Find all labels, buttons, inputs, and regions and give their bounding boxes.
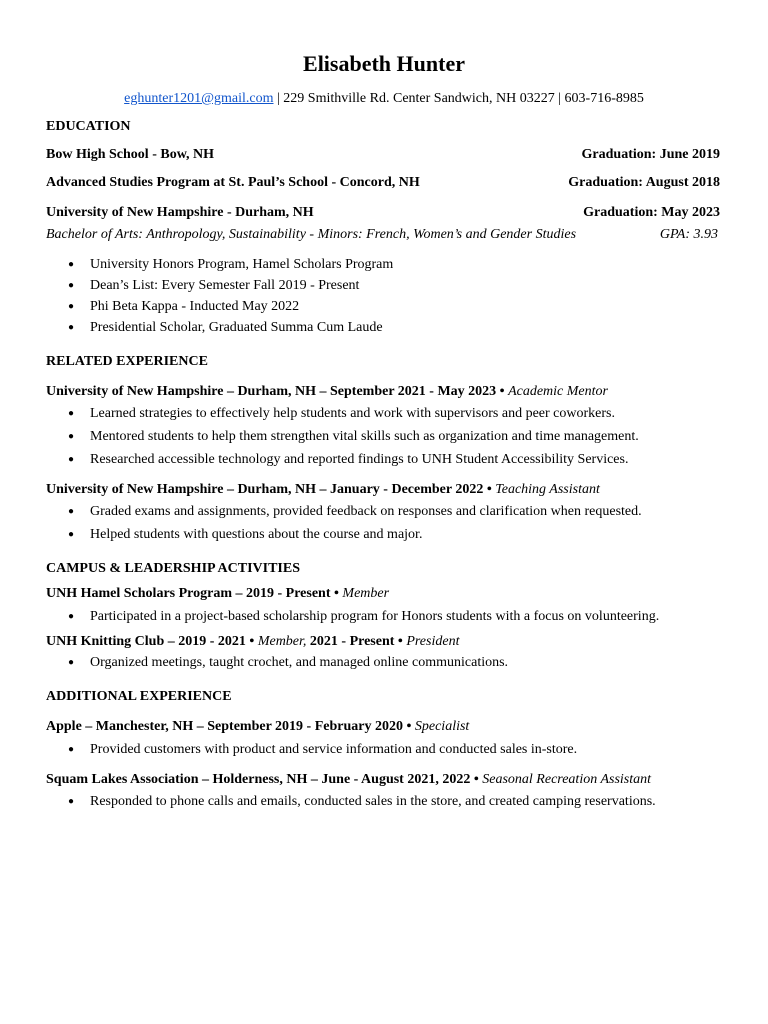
list-item: ● Mentored students to help them strengthen vital skills such as organization and time management. xyxy=(46,427,720,447)
job-role: Seasonal Recreation Assistant xyxy=(482,772,652,787)
bullet-icon: ● xyxy=(68,611,75,622)
job-heading: Squam Lakes Association – Holderness, NH – June - August 2021, 2022 • Seasonal Recreation Assistant xyxy=(46,772,652,787)
activity-heading: UNH Hamel Scholars Program – 2019 - Present • Member xyxy=(46,586,390,601)
section-title-additional-experience: ADDITIONAL EXPERIENCE xyxy=(46,689,232,704)
list-item: ● University Honors Program, Hamel Scholars Program xyxy=(46,255,720,275)
bullet-icon: ● xyxy=(68,454,75,465)
activity-bullets xyxy=(46,653,720,673)
job-role: Teaching Assistant xyxy=(495,482,600,497)
bullet-icon: ● xyxy=(68,408,75,419)
contact-details: | 229 Smithville Rd. Center Sandwich, NH 03227 | 603-716-8985 xyxy=(273,91,644,106)
education-row xyxy=(46,145,720,165)
job-heading: University of New Hampshire – Durham, NH – September 2021 - May 2023 • Academic Mentor xyxy=(46,384,608,399)
contact-line xyxy=(0,89,768,109)
graduation-date: Graduation: August 2018 xyxy=(568,175,720,190)
resume-name: Elisabeth Hunter xyxy=(303,51,465,76)
list-item: ● Organized meetings, taught crochet, and managed online communications. xyxy=(46,653,720,673)
activity-role: President xyxy=(406,634,460,649)
bullet-icon: ● xyxy=(68,259,75,270)
school-name: Advanced Studies Program at St. Paul’s School - Concord, NH xyxy=(46,175,420,190)
email-link[interactable]: eghunter1201@gmail.com xyxy=(124,91,274,106)
list-item: ● Dean’s List: Every Semester Fall 2019 - Present xyxy=(46,276,720,296)
bullet-icon: ● xyxy=(68,322,75,333)
education-row xyxy=(46,203,720,223)
job-bullets xyxy=(46,792,720,812)
degree-text: Bachelor of Arts: Anthropology, Sustainability - Minors: French, Women’s and Gender Studies xyxy=(46,227,577,242)
job-role: Academic Mentor xyxy=(508,384,608,399)
bullet-icon: ● xyxy=(68,744,75,755)
activity-role: Member xyxy=(342,586,390,601)
job-heading: Apple – Manchester, NH – September 2019 - February 2020 • Specialist xyxy=(46,719,470,734)
job-bullets xyxy=(46,404,720,470)
bullet-icon: ● xyxy=(68,301,75,312)
degree-line xyxy=(46,225,720,245)
education-row xyxy=(46,173,720,193)
school-name: Bow High School - Bow, NH xyxy=(46,147,215,162)
list-item: ● Provided customers with product and service information and conducted sales in-store. xyxy=(46,740,720,760)
list-item: ● Graded exams and assignments, provided feedback on responses and clarification when requested. xyxy=(46,502,720,522)
bullet-icon: ● xyxy=(68,657,75,668)
list-item: ● Participated in a project-based scholarship program for Honors students with a focus on volunteering. xyxy=(46,607,720,627)
list-item: ● Phi Beta Kappa - Inducted May 2022 xyxy=(46,297,720,317)
graduation-date: Graduation: May 2023 xyxy=(583,205,720,220)
section-title-campus-leadership: CAMPUS & LEADERSHIP ACTIVITIES xyxy=(46,561,300,576)
resume-body xyxy=(46,117,720,812)
job-bullets xyxy=(46,740,720,760)
bullet-icon: ● xyxy=(68,280,75,291)
list-item: ● Presidential Scholar, Graduated Summa Cum Laude xyxy=(46,318,720,338)
bullet-icon: ● xyxy=(68,431,75,442)
list-item: ● Responded to phone calls and emails, conducted sales in the store, and created camping reservations. xyxy=(46,792,720,812)
school-name: University of New Hampshire - Durham, NH xyxy=(46,205,314,220)
list-item: ● Helped students with questions about the course and major. xyxy=(46,525,720,545)
list-item: ● Learned strategies to effectively help students and work with supervisors and peer coworkers. xyxy=(46,404,720,424)
gpa: GPA: 3.93 xyxy=(659,227,718,242)
job-role: Specialist xyxy=(414,719,470,734)
list-item: ● Researched accessible technology and reported findings to UNH Student Accessibility Services. xyxy=(46,450,720,470)
bullet-icon: ● xyxy=(68,529,75,540)
bullet-icon: ● xyxy=(68,506,75,517)
education-bullets xyxy=(46,255,720,338)
job-heading: University of New Hampshire – Durham, NH – January - December 2022 • Teaching Assistant xyxy=(46,482,600,497)
job-bullets xyxy=(46,502,720,545)
activity-bullets xyxy=(46,607,720,627)
section-title-related-experience: RELATED EXPERIENCE xyxy=(46,354,208,369)
graduation-date: Graduation: June 2019 xyxy=(581,147,720,162)
bullet-icon: ● xyxy=(68,796,75,807)
section-title-education: EDUCATION xyxy=(46,119,131,134)
activity-heading: UNH Knitting Club – 2019 - 2021 • Member, 2021 - Present • President xyxy=(46,634,460,649)
